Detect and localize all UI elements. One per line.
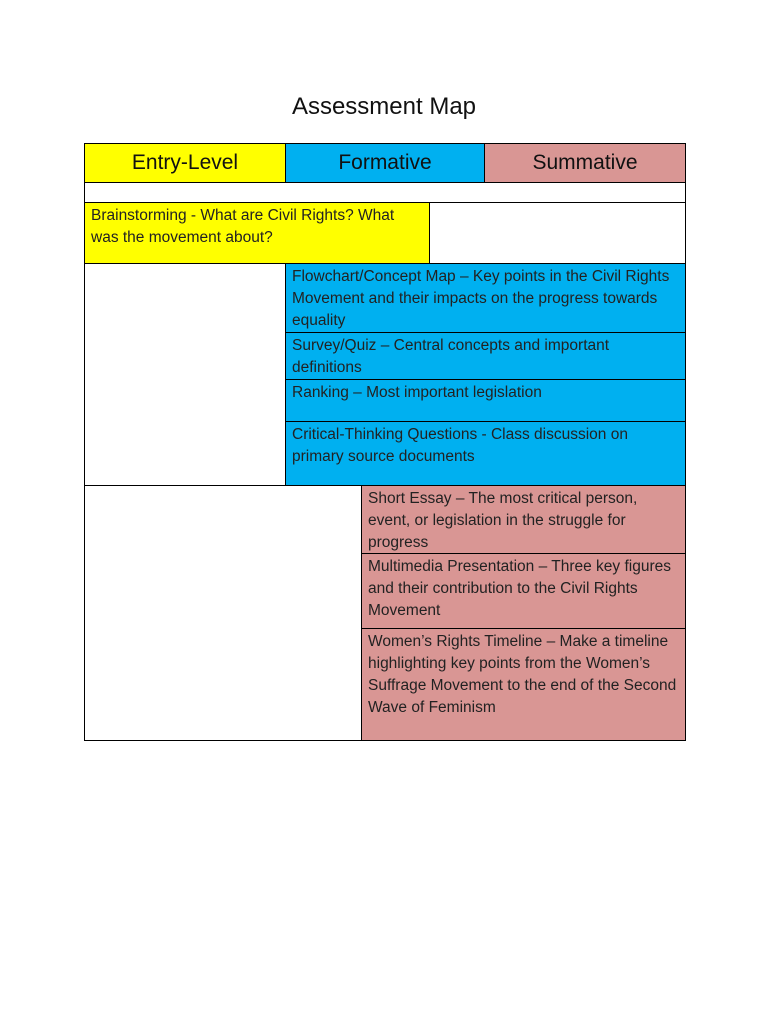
page-title: Assessment Map xyxy=(291,93,477,120)
entry-row-empty xyxy=(429,202,686,264)
header-summative: Summative xyxy=(484,143,686,183)
formative-item-critical-thinking: Critical-Thinking Questions - Class discussion on primary source documents xyxy=(285,421,686,486)
formative-item-survey: Survey/Quiz – Central concepts and important definitions xyxy=(285,332,686,380)
header-formative: Formative xyxy=(285,143,485,183)
formative-item-ranking: Ranking – Most important legislation xyxy=(285,379,686,422)
header-entry-level: Entry-Level xyxy=(84,143,286,183)
spacer-row xyxy=(84,182,686,203)
summative-item-short-essay: Short Essay – The most critical person, event, or legislation in the struggle for progress xyxy=(361,485,686,554)
summative-item-multimedia: Multimedia Presentation – Three key figures and their contribution to the Civil Rights Movement xyxy=(361,553,686,629)
summative-left-empty xyxy=(84,485,362,741)
formative-item-flowchart: Flowchart/Concept Map – Key points in the Civil Rights Movement and their impacts on the progress towards equality xyxy=(285,263,686,333)
summative-item-timeline: Women’s Rights Timeline – Make a timeline highlighting key points from the Women’s Suffrage Movement to the end of the Second Wave of Feminism xyxy=(361,628,686,741)
formative-left-empty xyxy=(84,263,286,486)
entry-item-brainstorming: Brainstorming - What are Civil Rights? What was the movement about? xyxy=(84,202,430,264)
